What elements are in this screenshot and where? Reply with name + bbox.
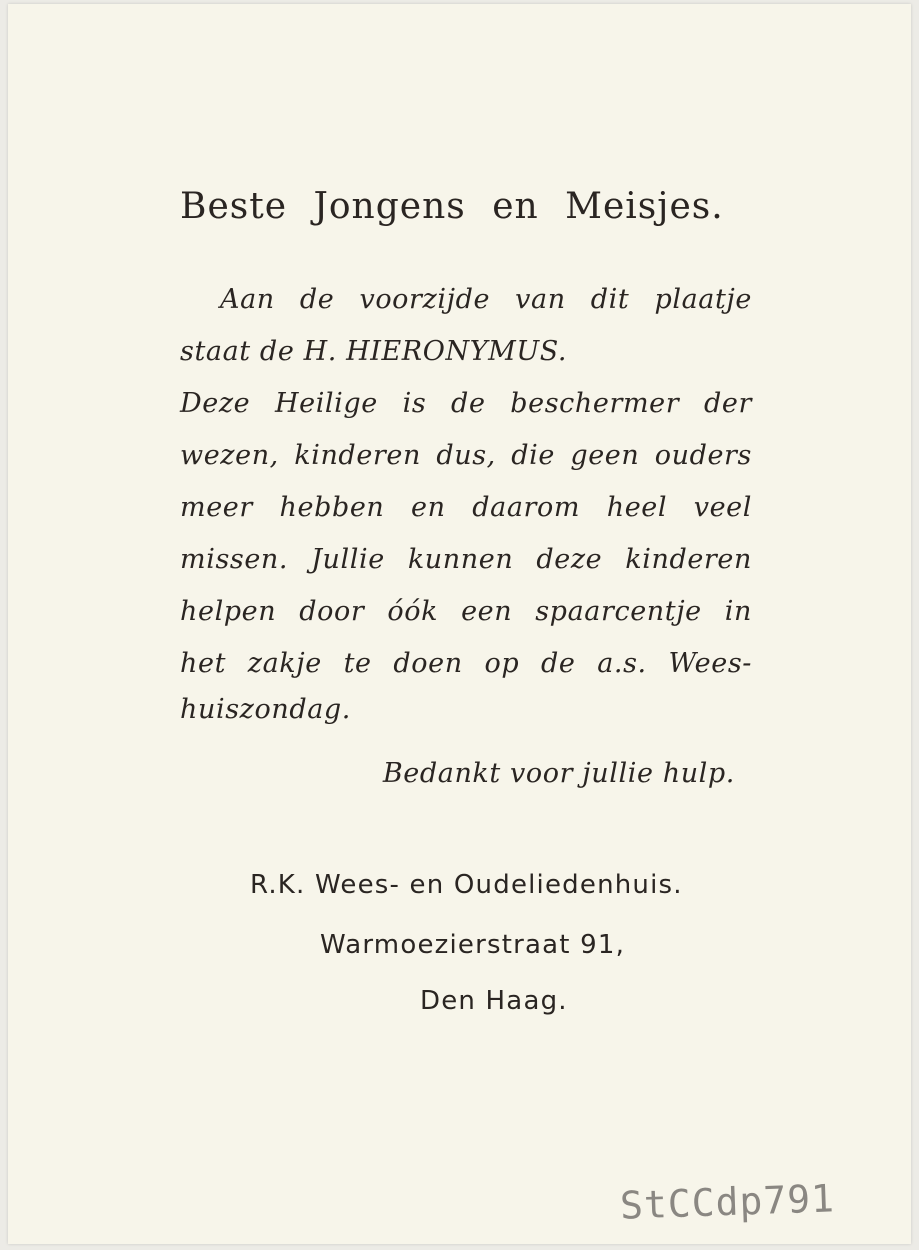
address-street: Warmoezierstraat 91, — [320, 930, 626, 960]
body-line: Aan de voorzijde van dit plaatje — [220, 284, 752, 315]
body-line: missen. Jullie kunnen deze kinderen — [180, 544, 752, 575]
address-organization: R.K. Wees- en Oudeliedenhuis. — [250, 870, 683, 900]
body-line: het zakje te doen op de a.s. Wees- — [180, 648, 752, 679]
body-line: huiszondag. — [180, 694, 351, 725]
address-city: Den Haag. — [420, 986, 568, 1016]
body-line: Deze Heilige is de beschermer der — [180, 388, 752, 419]
body-line: meer hebben en daarom heel veel — [180, 492, 752, 523]
catalog-number: StCCdp791 — [619, 1176, 836, 1228]
greeting-heading: Beste Jongens en Meisjes. — [180, 186, 724, 227]
thanks-line: Bedankt voor jullie hulp. — [382, 758, 735, 789]
card-back — [8, 4, 911, 1244]
body-line: helpen door óók een spaarcentje in — [180, 596, 752, 627]
body-line: wezen, kinderen dus, die geen ouders — [180, 440, 752, 471]
body-line: staat de H. HIERONYMUS. — [180, 336, 568, 367]
